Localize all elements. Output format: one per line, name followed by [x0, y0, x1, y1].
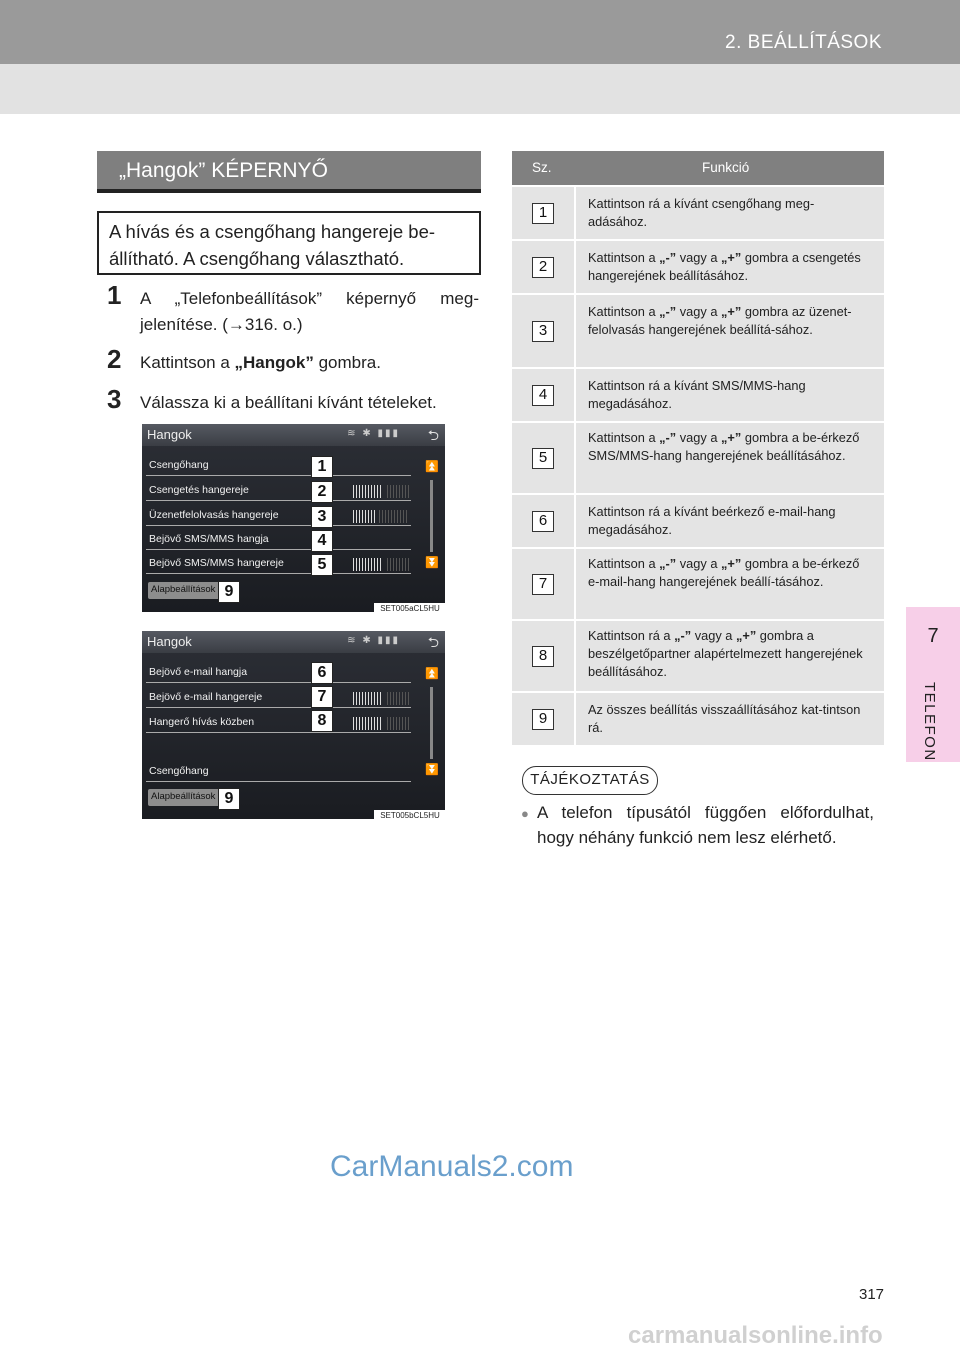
row-ring-volume[interactable]: Csengetés hangereje: [146, 481, 411, 501]
page-number: 317: [859, 1286, 885, 1303]
callout-badge: 2: [311, 481, 333, 503]
section-title: „Hangok” KÉPERNYŐ: [119, 159, 328, 182]
row-call-volume[interactable]: Hangerő hívás közben: [146, 713, 411, 733]
info-text: A telefon típusától függően előfordulhat, hogy néhány funkció nem lesz elérhető.: [537, 803, 874, 847]
scroll-up-icon[interactable]: ⏫: [425, 461, 439, 473]
row-text: Kattintson rá a „-” vagy a „+” gombra a beszélgetőpartner alapértelmezett hangerejének beállításához.: [588, 628, 863, 679]
row-text: Kattintson a „-” vagy a „+” gombra a be-érkező SMS/MMS-hang hangerejének beállításához.: [588, 430, 860, 463]
row-ringtone[interactable]: Csengőhang: [146, 762, 411, 782]
step-text: Kattintson a „Hangok” gombra.: [140, 353, 381, 372]
chapter-number: 7: [927, 625, 939, 647]
table-row: [512, 421, 884, 493]
row-text: Kattintson a „-” vagy a „+” gombra a be-érkező e-mail-hang hangerejének beállí-tásához.: [588, 556, 860, 589]
row-number: 1: [532, 203, 554, 224]
row-number: 5: [532, 448, 554, 469]
row-number: 2: [532, 257, 554, 278]
row-text: Kattintson rá a kívánt csengőhang meg-adásához.: [588, 196, 815, 229]
screen-title: Hangok: [147, 634, 192, 649]
volume-bar[interactable]: [353, 558, 383, 571]
table-row: [512, 493, 884, 547]
row-number: 7: [532, 574, 554, 595]
default-settings-button[interactable]: Alapbeállítások: [148, 789, 225, 806]
image-code: SET005bCL5HU: [374, 810, 446, 822]
table-row: [512, 367, 884, 421]
step-number: 1: [107, 280, 122, 310]
volume-bar[interactable]: [353, 692, 383, 705]
volume-bar[interactable]: [353, 485, 383, 498]
table-row: [512, 619, 884, 691]
callout-badge: 3: [311, 506, 333, 528]
scroll-up-icon[interactable]: ⏫: [425, 668, 439, 680]
volume-bar[interactable]: [353, 510, 375, 523]
step-text: A „Telefonbeállítások” képernyő meg-jelenítése. (→316. o.): [140, 289, 479, 334]
step-2: [107, 344, 479, 376]
section-heading: [97, 151, 481, 193]
callout-badge: 7: [311, 686, 333, 708]
callout-badge: 4: [311, 530, 333, 552]
row-text: Az összes beállítás visszaállításához kat-tintson rá.: [588, 702, 861, 735]
function-table: [512, 151, 884, 735]
step-number: 3: [107, 384, 122, 414]
row-number: 3: [532, 321, 554, 342]
bullet-icon: ●: [521, 806, 529, 821]
header-band: [0, 0, 960, 64]
step-number: 2: [107, 344, 122, 374]
scroll-down-icon[interactable]: ⏬: [425, 557, 439, 569]
row-number: 6: [532, 511, 554, 532]
screenshot-sounds-1: [142, 424, 445, 612]
callout-badge: 8: [311, 710, 333, 732]
row-text: Kattintson rá a kívánt SMS/MMS-hang megadásához.: [588, 378, 806, 411]
row-ringtone[interactable]: Csengőhang: [146, 456, 411, 476]
table-row: [512, 239, 884, 293]
step-text: Válassza ki a beállítani kívánt tételeket.: [140, 393, 437, 412]
volume-bar[interactable]: [353, 717, 383, 730]
callout-badge: 9: [218, 581, 240, 603]
table-header: [512, 151, 884, 185]
table-row: [512, 293, 884, 367]
table-row: [512, 691, 884, 745]
col-header-function: Funkció: [702, 160, 750, 175]
table-row: [512, 547, 884, 619]
scroll-down-icon[interactable]: ⏬: [425, 764, 439, 776]
row-text: Kattintson rá a kívánt beérkező e-mail-hang megadásához.: [588, 504, 836, 537]
back-icon[interactable]: ⮌: [427, 634, 439, 650]
info-label: TÁJÉKOZTATÁS: [522, 766, 658, 795]
status-icons: ≋ ✱ ▮▮▮: [347, 635, 400, 646]
status-icons: ≋ ✱ ▮▮▮: [347, 428, 400, 439]
callout-badge: 9: [218, 788, 240, 810]
row-text: Kattintson a „-” vagy a „+” gombra az üzenet-felolvasás hangerejének beállítá-sához.: [588, 304, 852, 337]
hangok-button-ref: „Hangok”: [234, 353, 314, 372]
callout-badge: 6: [311, 662, 333, 684]
chapter-label: TELEFON: [921, 682, 938, 762]
row-email-tone[interactable]: Bejövő e-mail hangja: [146, 663, 411, 683]
back-icon[interactable]: ⮌: [427, 427, 439, 443]
step-3: [107, 384, 479, 416]
row-number: 8: [532, 646, 554, 667]
step-1: [107, 280, 479, 338]
row-sms-tone[interactable]: Bejövő SMS/MMS hangja: [146, 530, 411, 550]
watermark-carmanuals2: CarManuals2.com: [330, 1150, 574, 1183]
row-number: 4: [532, 385, 554, 406]
row-number: 9: [532, 709, 554, 730]
scrollbar[interactable]: [430, 687, 433, 759]
default-settings-button[interactable]: Alapbeállítások: [148, 582, 225, 599]
callout-badge: 1: [311, 456, 333, 478]
header-sub-band: [0, 64, 960, 114]
callout-badge: 5: [311, 554, 333, 576]
row-email-volume[interactable]: Bejövő e-mail hangereje: [146, 688, 411, 708]
screenshot-sounds-2: [142, 631, 445, 819]
scrollbar[interactable]: [430, 480, 433, 552]
watermark-carmanualsonline: carmanualsonline.info: [628, 1322, 883, 1349]
row-text: Kattintson a „-” vagy a „+” gombra a csengetés hangerejének beállításához.: [588, 250, 861, 283]
intro-box: A hívás és a csengőhang hangereje be-állítható. A csengőhang választható.: [97, 211, 481, 275]
screen-titlebar: [142, 424, 445, 446]
screen-titlebar: [142, 631, 445, 653]
image-code: SET005aCL5HU: [374, 603, 446, 615]
chapter-tab: [906, 607, 960, 762]
header-title: 2. BEÁLLÍTÁSOK: [725, 32, 882, 53]
table-row: [512, 185, 884, 239]
col-header-number: Sz.: [532, 160, 552, 175]
row-sms-volume[interactable]: Bejövő SMS/MMS hangereje: [146, 554, 411, 574]
screen-title: Hangok: [147, 427, 192, 442]
row-message-volume[interactable]: Üzenetfelolvasás hangereje: [146, 506, 411, 526]
